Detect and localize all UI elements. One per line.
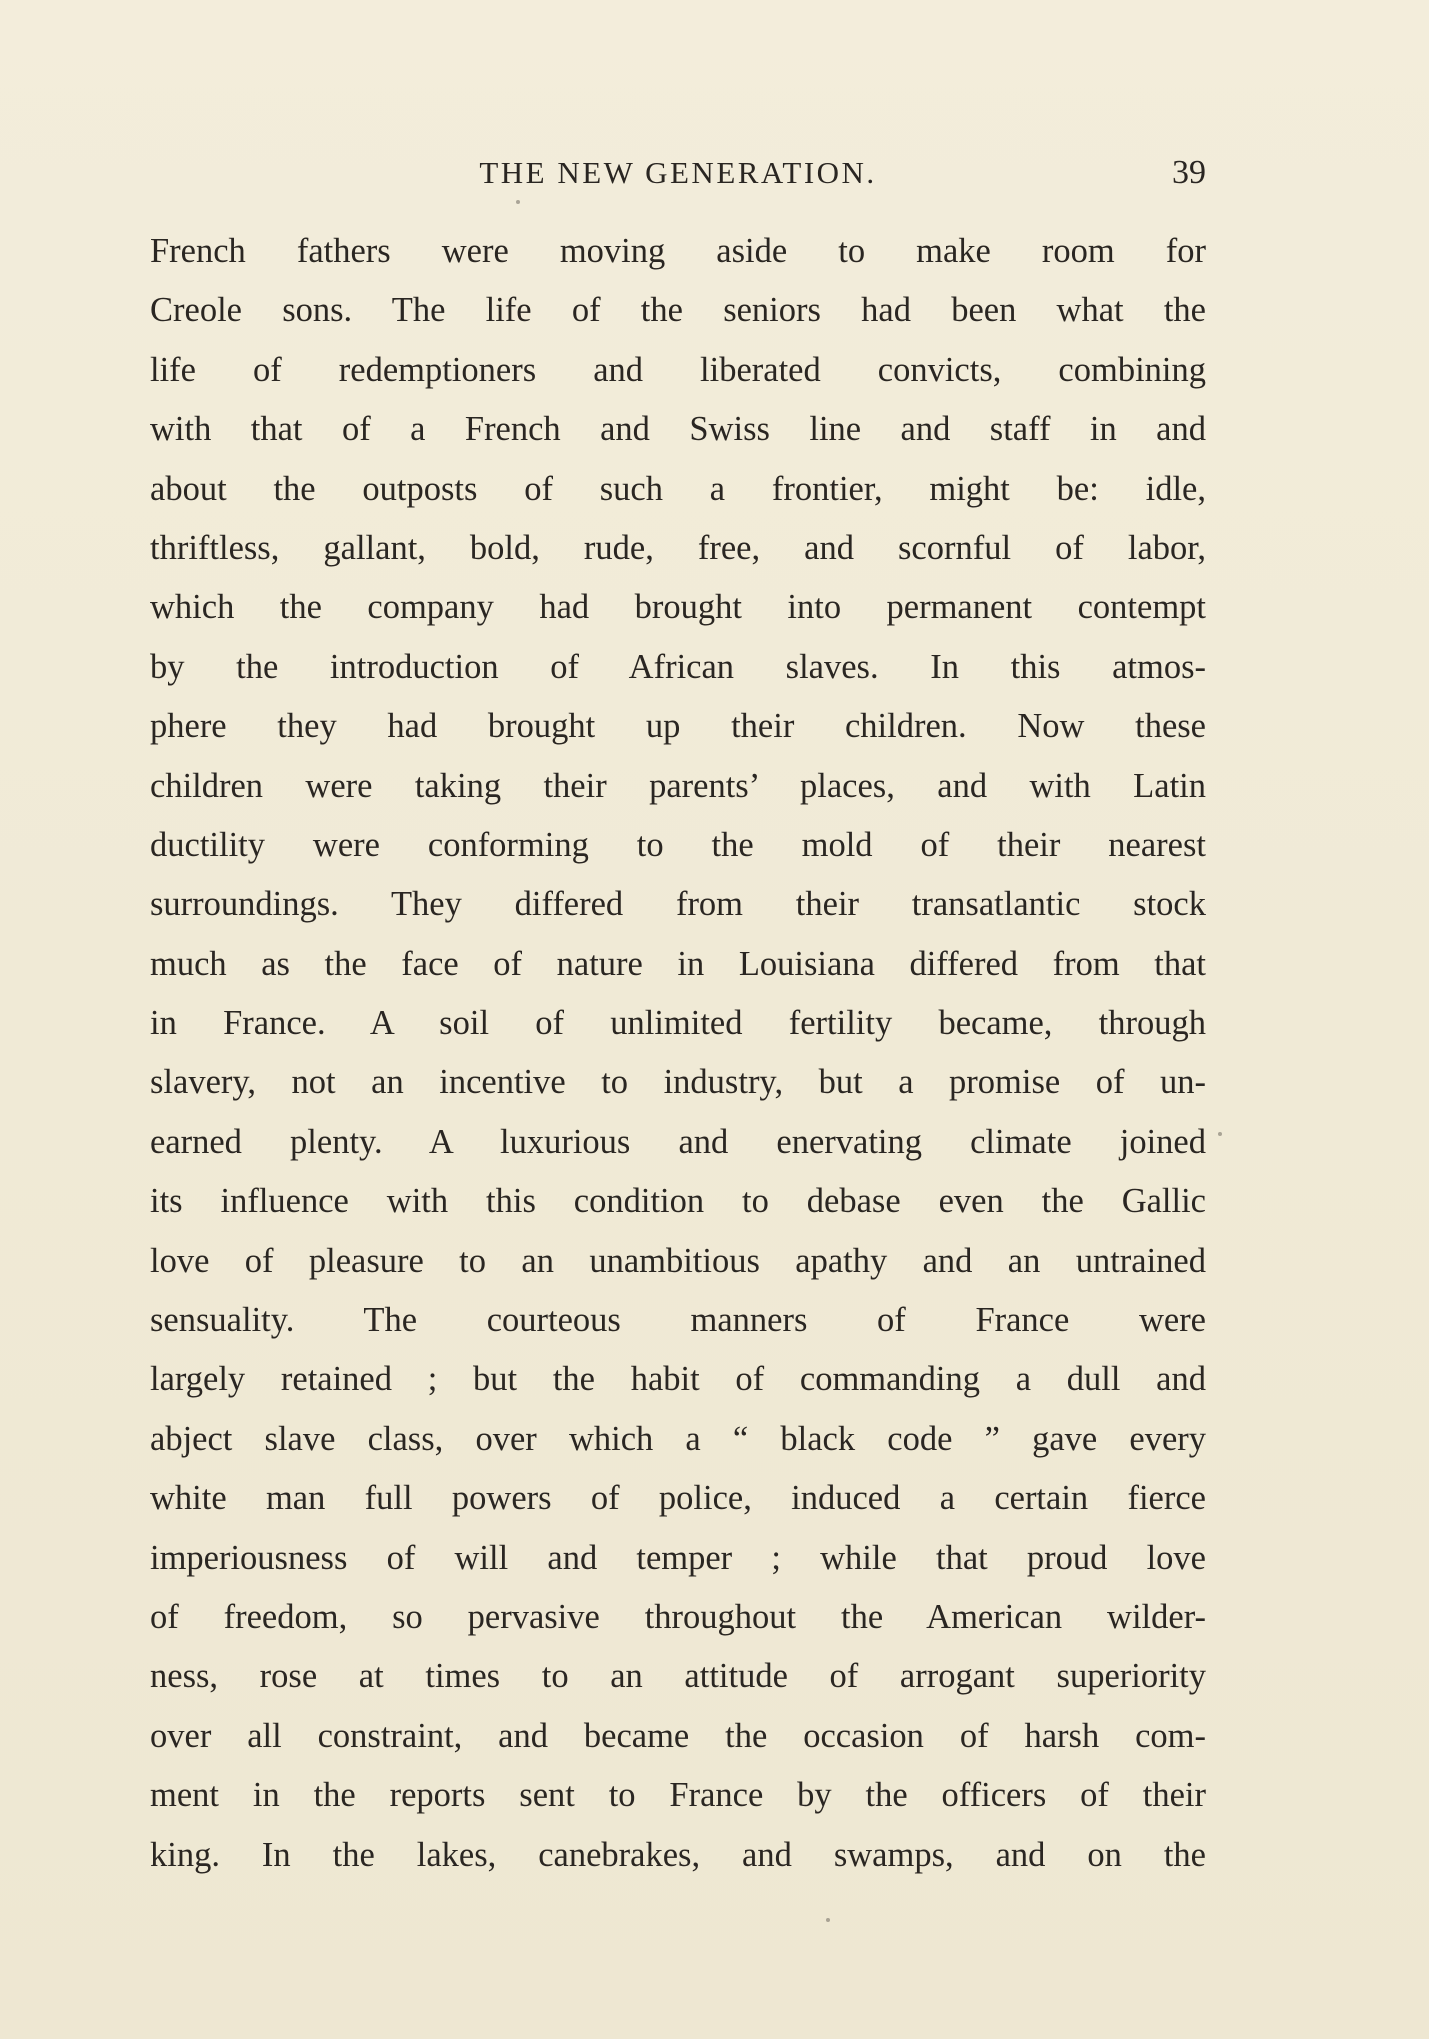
text-line: its influence with this condition to debase even the Gallic [150,1182,1206,1221]
text-line: about the outposts of such a frontier, might be: idle, [150,469,1206,508]
text-line: thriftless, gallant, bold, rude, free, and scornful of labor, [150,528,1206,567]
text-line: surroundings. They differed from their transatlantic stock [150,885,1206,924]
text-line: with that of a French and Swiss line and staff in and [150,410,1206,449]
text-line: phere they had brought up their children. Now these [150,707,1206,746]
text-line: in France. A soil of unlimited fertility became, through [150,1004,1206,1043]
text-line: earned plenty. A luxurious and enervating climate joined [150,1122,1206,1161]
paper-speck [516,200,520,204]
running-head [150,150,1206,196]
text-line: love of pleasure to an unambitious apathy and an untrained [150,1241,1206,1280]
text-line: ness, rose at times to an attitude of arrogant superiority [150,1657,1206,1696]
running-title: THE NEW GENERATION. [479,155,877,190]
text-line: life of redemptioners and liberated convicts, combining [150,350,1206,389]
text-line: largely retained ; but the habit of commanding a dull and [150,1360,1206,1399]
text-line: children were taking their parents’ places, and with Latin [150,766,1206,805]
text-line: French fathers were moving aside to make room for [150,232,1206,270]
text-line: slavery, not an incentive to industry, but a promise of un- [150,1063,1206,1102]
text-line: over all constraint, and became the occasion of harsh com- [150,1716,1206,1755]
text-line: king. In the lakes, canebrakes, and swamps, and on the [150,1835,1206,1874]
text-line: imperiousness of will and temper ; while that proud love [150,1538,1206,1577]
text-line: Creole sons. The life of the seniors had been what the [150,291,1206,330]
text-line: which the company had brought into permanent contempt [150,588,1206,627]
page-number: 39 [1172,154,1206,191]
body-text [150,222,1206,1885]
text-line: white man full powers of police, induced a certain fierce [150,1479,1206,1518]
text-line: ductility were conforming to the mold of their nearest [150,825,1206,864]
text-line: abject slave class, over which a “ black code ” gave every [150,1419,1206,1458]
paper-speck [826,1918,830,1922]
text-line: much as the face of nature in Louisiana differed from that [150,944,1206,983]
text-line: sensuality. The courteous manners of France were [150,1301,1206,1340]
paper-speck [1218,1132,1222,1136]
text-line: by the introduction of African slaves. In this atmos- [150,647,1206,686]
text-line: of freedom, so pervasive throughout the American wilder- [150,1597,1206,1636]
text-line: ment in the reports sent to France by the officers of their [150,1776,1206,1815]
